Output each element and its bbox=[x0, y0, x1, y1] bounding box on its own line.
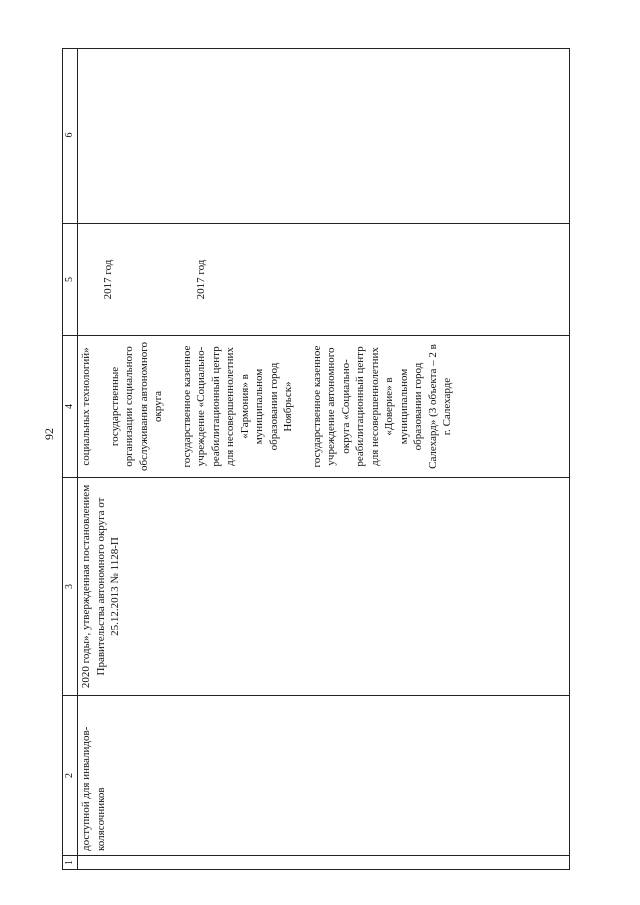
page-number: 92 bbox=[42, 428, 56, 440]
deadline-year-1: 2017 год bbox=[102, 259, 114, 300]
org-text-0: социальных технологий» bbox=[80, 347, 92, 466]
org-text-3: государственное казенное учреждение автономного округа «Социально-реабилитационный центр для несовершеннолетних «Доверие» в муниципальном образовании город Салехард» (3 объекта – 2 в г. Салехарде bbox=[310, 344, 454, 469]
cell-deadline bbox=[77, 223, 569, 335]
org-text-2: государственное казенное учреждение «Социально-реабилитационный центр для несовершеннолетних «Гармония» в муниципальном образовании город Ноябрьск» bbox=[180, 345, 295, 468]
cell-responsible-organizations bbox=[77, 335, 569, 477]
cell-measure-description: доступной для инвалидов-колясочников bbox=[77, 695, 569, 855]
deadline-year-2: 2017 год bbox=[194, 259, 207, 300]
rotated-table bbox=[62, 48, 570, 870]
table-row bbox=[77, 49, 569, 869]
cell-col6 bbox=[77, 47, 569, 223]
column-number-4: 4 bbox=[63, 335, 77, 477]
column-number-1: 1 bbox=[63, 855, 77, 869]
column-number-3: 3 bbox=[63, 477, 77, 695]
column-number-2: 2 bbox=[63, 695, 77, 855]
column-number-row bbox=[63, 49, 78, 869]
org-text-1: государственные организации социального обслуживания автономного округа bbox=[108, 341, 165, 472]
column-number-6: 6 bbox=[64, 132, 75, 138]
cell-program-reference: 2020 годы», утвержденная постановлением Правительства автономного округа от 25.12.2013 № 1128-П bbox=[77, 477, 569, 695]
cell-col1 bbox=[77, 855, 569, 869]
column-number-5: 5 bbox=[63, 223, 77, 335]
